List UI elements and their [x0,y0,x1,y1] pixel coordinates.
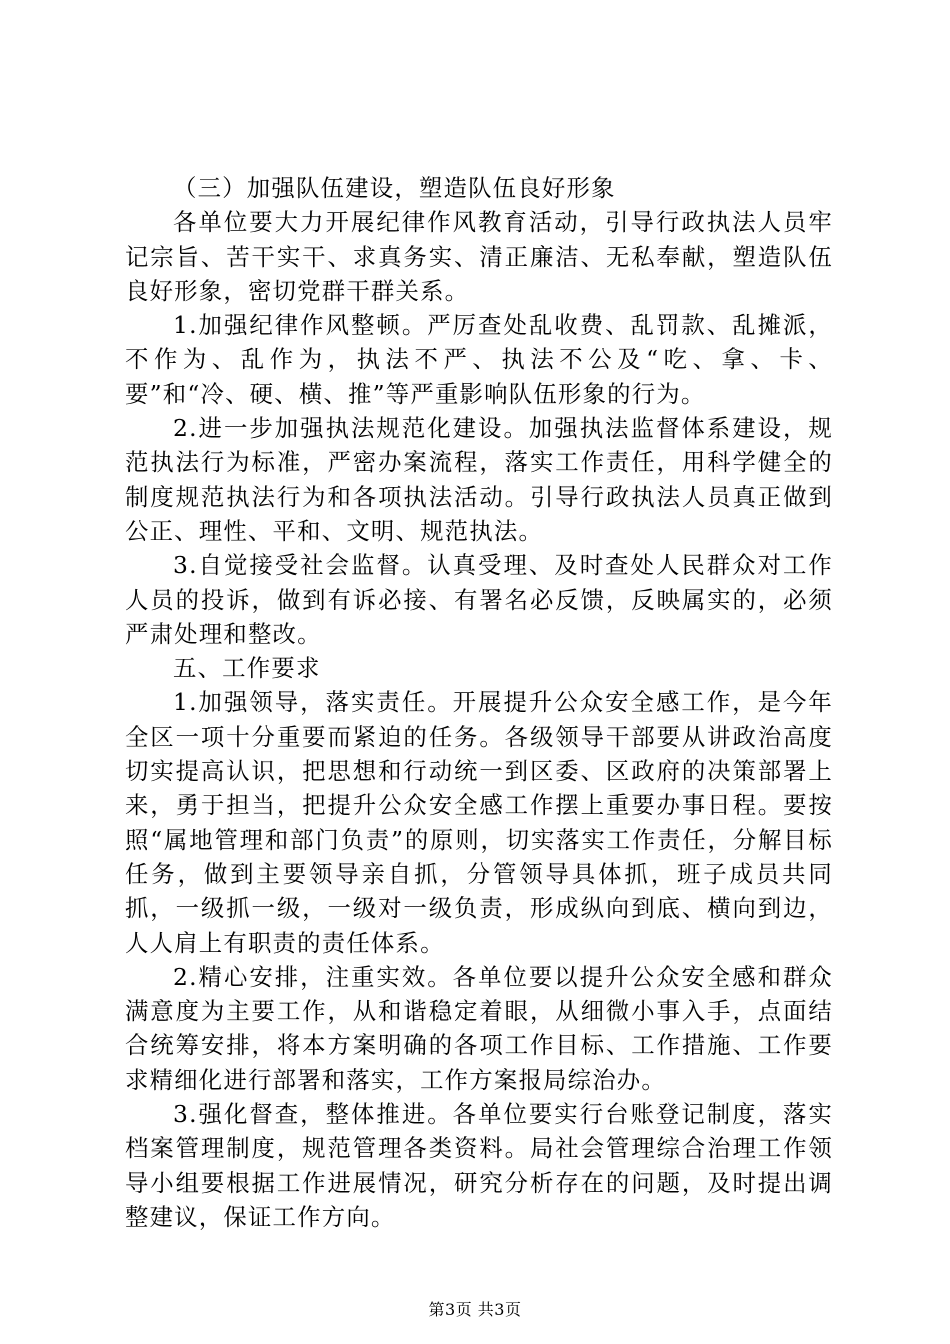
paragraph-supervision-advancement: 3.强化督查，整体推进。各单位要实行台账登记制度，落实档案管理制度，规范管理各类资料。局社会管理综合治理工作领导小组要根据工作进展情况，研究分析存在的问题，及时提出调整建议，保证工作方向。 [125,1100,833,1231]
paragraph-discipline-rectification: 1.加强纪律作风整顿。严厉查处乱收费、乱罚款、乱摊派，不作为、乱作为，执法不严、执法不公及“吃、拿、卡、要”和“冷、硬、横、推”等严重影响队伍形象的行为。 [125,311,833,408]
document-body [125,171,833,1234]
paragraph-team-building-intro: 各单位要大力开展纪律作风教育活动，引导行政执法人员牢记宗旨、苦干实干、求真务实、清正廉洁、无私奉献，塑造队伍良好形象，密切党群干群关系。 [125,208,833,305]
page-number-footer: 第3页 共3页 [428,1300,522,1319]
paragraph-law-enforcement-standardization: 2.进一步加强执法规范化建设。加强执法监督体系建设，规范执法行为标准，严密办案流程，落实工作责任，用科学健全的制度规范执法行为和各项执法活动。引导行政执法人员真正做到公正、理性、平和、文明、规范执法。 [125,414,833,545]
paragraph-leadership-responsibility: 1.加强领导，落实责任。开展提升公众安全感工作，是今年全区一项十分重要而紧迫的任务。各级领导干部要从讲政治高度切实提高认识，把思想和行动统一到区委、区政府的决策部署上来，勇于担当，把提升公众安全感工作摆上重要办事日程。要按照“属地管理和部门负责”的原则，切实落实工作责任，分解目标任务，做到主要领导亲自抓，分管领导具体抓，班子成员共同抓，一级抓一级，一级对一级负责，形成纵向到底、横向到边，人人肩上有职责的责任体系。 [125,688,833,957]
paragraph-social-supervision: 3.自觉接受社会监督。认真受理、及时查处人民群众对工作人员的投诉，做到有诉必接、有署名必反馈，反映属实的，必须严肃处理和整改。 [125,551,833,648]
section-heading-team-building: （三）加强队伍建设，塑造队伍良好形象 [173,174,616,202]
paragraph-careful-arrangement: 2.精心安排，注重实效。各单位要以提升公众安全感和群众满意度为主要工作，从和谐稳定着眼，从细微小事入手，点面结合统筹安排，将本方案明确的各项工作目标、工作措施、工作要求精细化进行部署和落实，工作方案报局综治办。 [125,962,833,1094]
section-heading-work-requirements: 五、工作要求 [173,654,321,683]
